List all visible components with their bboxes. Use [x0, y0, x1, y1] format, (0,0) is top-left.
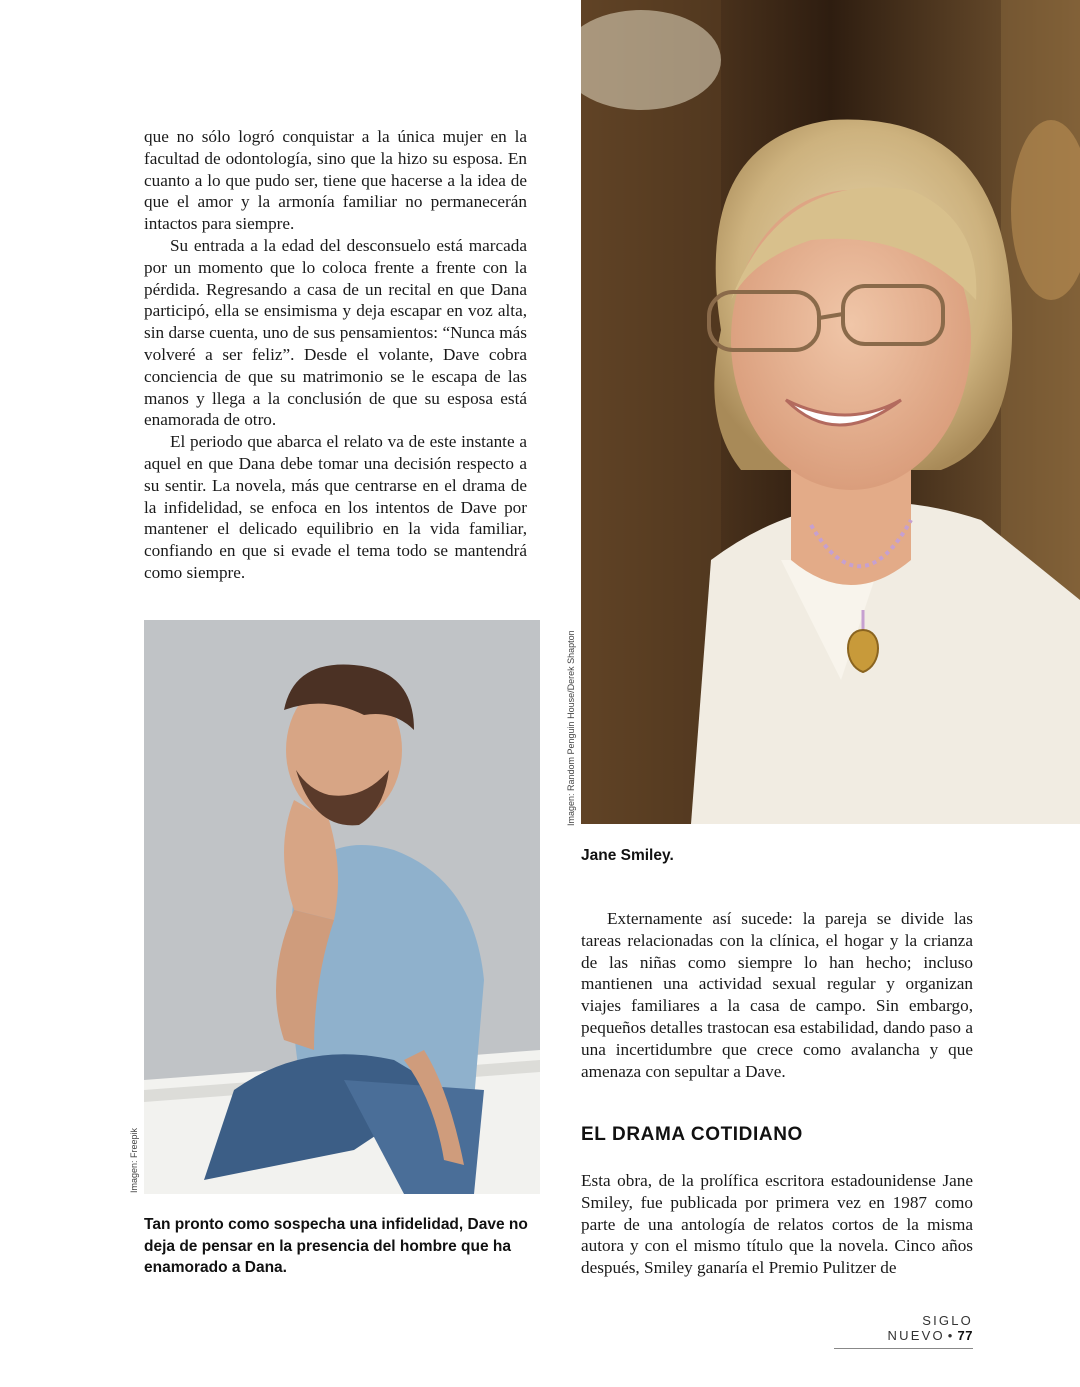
article-paragraph: Su entrada a la edad del desconsuelo está marcada por un momento que lo coloca frente a frente con la pérdida. Regresando a casa de un recital en que Dana participó, ella se ensimisma y deja escapar en voz alta, sin darse cuenta, uno de sus pensamientos: “Nunca más volveré a ser feliz”. Desde el volante, Dave cobra conciencia de que su matrimonio se le escapa de las manos y llega a la conclusión de que su esposa está enamorada de otro. — [144, 235, 527, 430]
photo-caption: Tan pronto como sospecha una infidelidad, Dave no deja de pensar en la presencia del hombre que ha enamorado a Dana. — [144, 1216, 528, 1276]
article-paragraph: que no sólo logró conquistar a la única mujer en la facultad de odontología, sino que la hizo su esposa. En cuanto a lo que pudo ser, tiene que hacerse a la idea de que el amor y la armonía familiar no permanecerán intactos para siempre. — [144, 127, 527, 234]
page-footer — [834, 1313, 973, 1349]
article-right-column-continued — [581, 1170, 973, 1279]
article-paragraph: Esta obra, de la prolífica escritora estadounidense Jane Smiley, fue publicada por primera vez en 1987 como parte de una antología de relatos cortos de la misma autora y con el mismo título que la novela. Cinco años después, Smiley ganaría el Premio Pulitzer de — [581, 1171, 973, 1278]
article-right-column — [581, 908, 973, 1082]
footer-separator: • — [947, 1328, 955, 1343]
section-heading: EL DRAMA COTIDIANO — [581, 1124, 803, 1145]
author-portrait-photo — [581, 0, 1080, 824]
article-left-column — [144, 126, 527, 584]
photo-caption: Jane Smiley. — [581, 847, 674, 864]
pensive-man-photo — [144, 620, 540, 1194]
article-paragraph: El periodo que abarca el relato va de este instante a aquel en que Dana debe tomar una decisión respecto a su sentir. La novela, más que centrarse en el drama de la infidelidad, se enfoca en los intentos de Dave por mantener el delicado equilibrio en la vida familiar, confiando en que si evade el tema todo se mantendrá como siempre. — [144, 432, 527, 582]
photo-credit: Imagen: Freepik — [129, 1127, 139, 1193]
photo-credit: Imagen: Random Penguin House/Derek Shapton — [566, 630, 576, 826]
magazine-name: SIGLO NUEVO — [887, 1313, 973, 1343]
page-number: 77 — [957, 1328, 973, 1343]
article-paragraph: Externamente así sucede: la pareja se divide las tareas relacionadas con la clínica, el hogar y la crianza de las niñas como siempre lo han hecho; incluso mantienen una actividad sexual regular y organizan viajes familiares a la casa de campo. Sin embargo, pequeños detalles trastocan esa estabilidad, dando paso a una incertidumbre que crece como avalancha y que amenaza con sepultar a Dave. — [581, 909, 973, 1081]
